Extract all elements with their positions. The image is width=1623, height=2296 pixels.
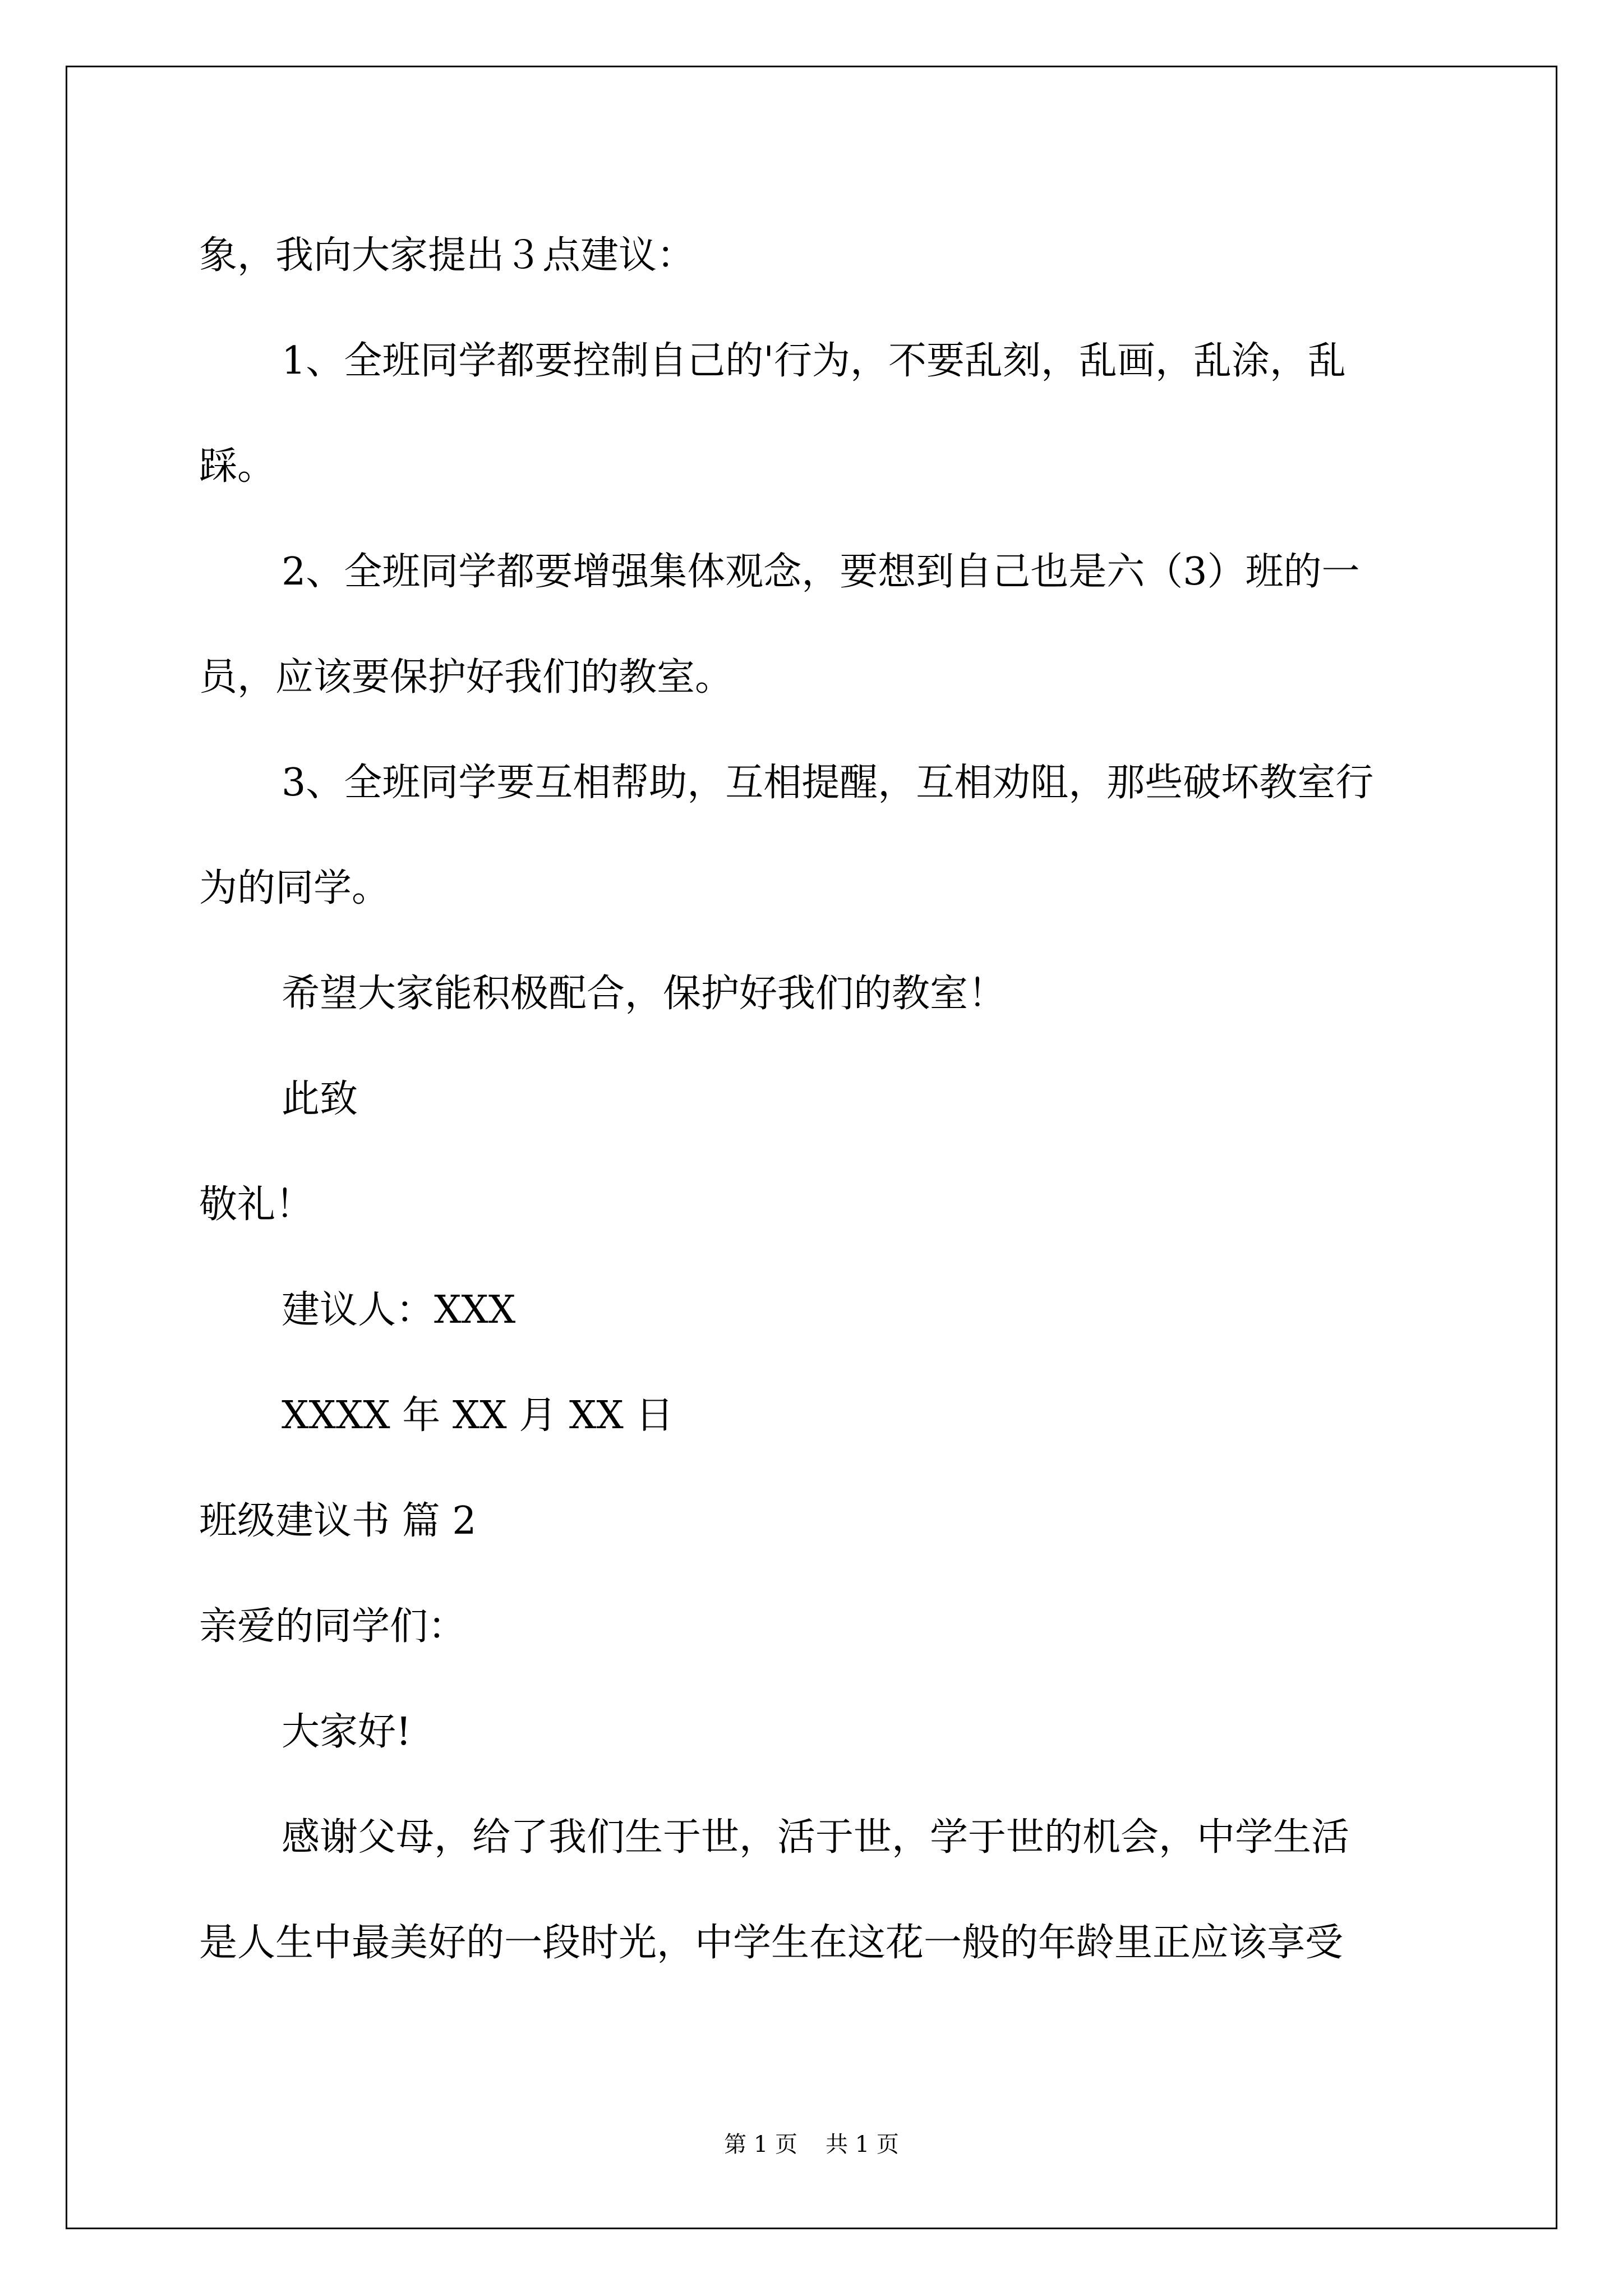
- section-heading: 班级建议书 篇 2: [199, 1499, 477, 1543]
- signature-line: 建议人：XXX: [282, 1288, 516, 1332]
- page-total: 共 1 页: [826, 2132, 899, 2157]
- body-line: 2、全班同学都要增强集体观念，要想到自己也是六（3）班的一: [282, 550, 1360, 594]
- body-line: 1、全班同学都要控制自己的'行为，不要乱刻，乱画，乱涂，乱: [282, 339, 1346, 383]
- page-number: 第 1 页: [724, 2132, 797, 2157]
- body-line: 希望大家能积极配合，保护好我们的教室！: [282, 972, 1007, 1016]
- greeting: 亲爱的同学们：: [199, 1604, 467, 1649]
- body-line: 踩。: [199, 444, 276, 489]
- closing-regards: 敬礼！: [199, 1182, 314, 1227]
- greeting-hello: 大家好!: [282, 1710, 412, 1754]
- page-footer: [0, 2131, 1623, 2159]
- body-line: 象，我向大家提出３点建议：: [199, 233, 695, 278]
- page-border: [66, 66, 1557, 2229]
- body-line: 是人生中最美好的一段时光，中学生在这花一般的年龄里正应该享受: [199, 1921, 1344, 1965]
- closing-salutation: 此致: [282, 1077, 358, 1121]
- date-line: XXXX 年 XX 月 XX 日: [282, 1393, 674, 1438]
- body-line: 感谢父母，给了我们生于世，活于世，学于世的机会，中学生活: [282, 1815, 1350, 1860]
- body-line: 为的同学。: [199, 866, 390, 910]
- body-line: 员，应该要保护好我们的教室。: [199, 655, 734, 700]
- body-line: 3、全班同学要互相帮助，互相提醒，互相劝阻，那些破坏教室行: [282, 761, 1374, 805]
